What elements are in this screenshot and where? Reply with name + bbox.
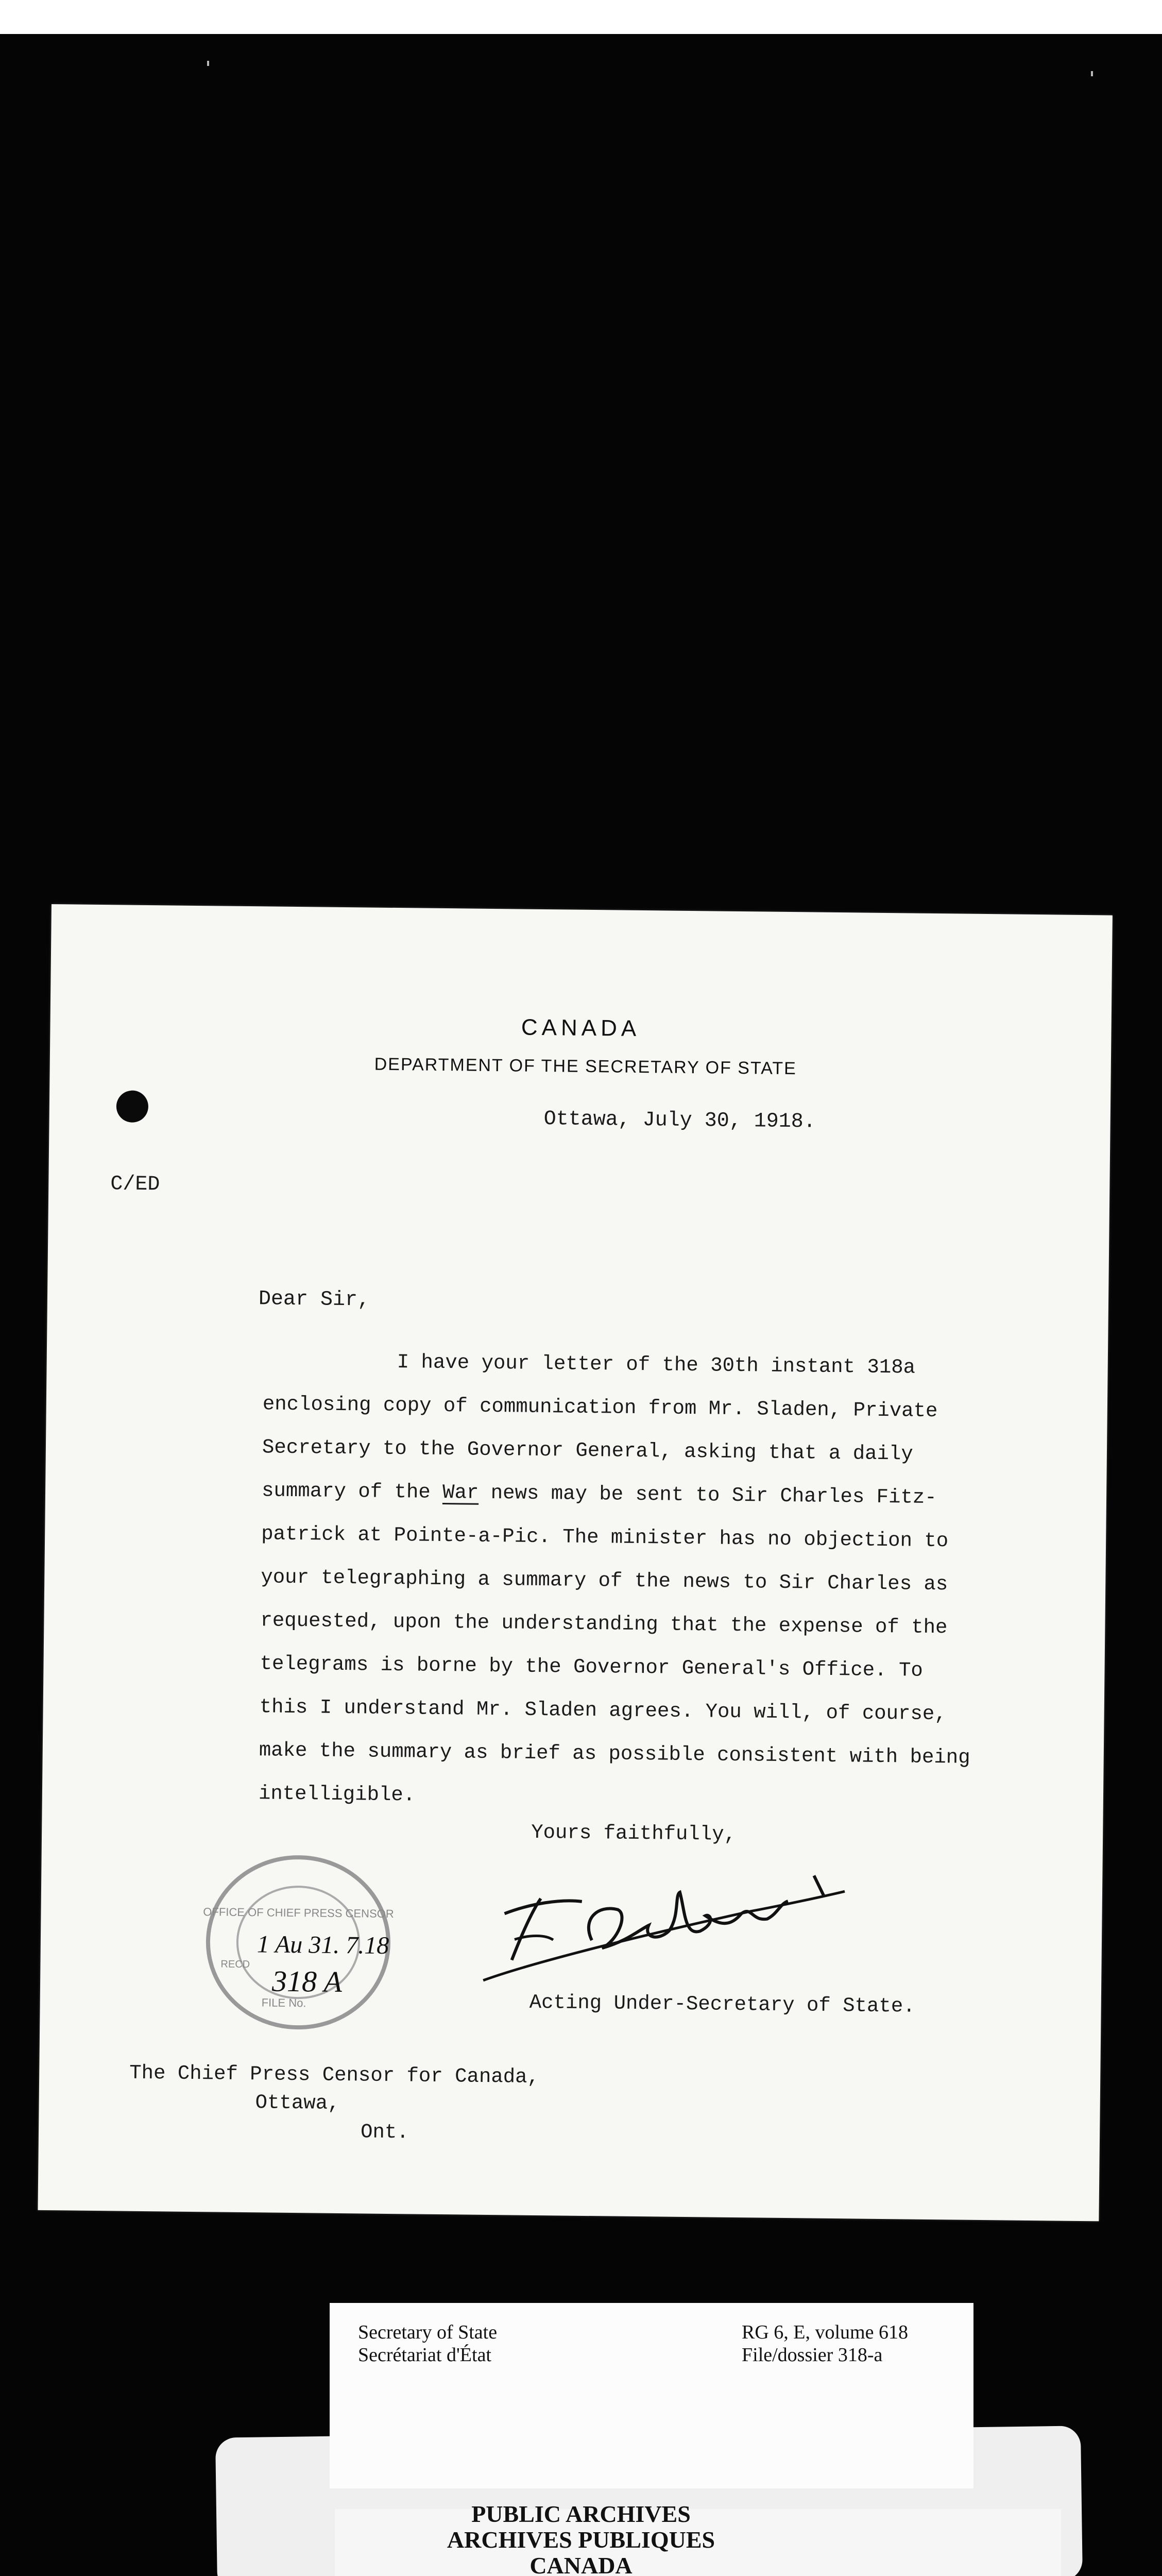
addressee-line: Ont.: [360, 2121, 409, 2144]
label-volume: RG 6, E, volume 618: [742, 2321, 908, 2343]
received-stamp: [199, 1849, 397, 2036]
archives-fr: ARCHIVES PUBLIQUES: [447, 2527, 715, 2553]
body-line: patrick at Pointe-a-Pic. The minister has no objection to: [261, 1522, 949, 1553]
signatory-title: Acting Under-Secretary of State.: [529, 1991, 915, 2018]
letter-body: [259, 1339, 1047, 1823]
stamp-handwritten-file: 318 A: [271, 1964, 343, 1999]
reference-initials: C/ED: [110, 1173, 160, 1197]
body-line-with-underline: summary of the War news may be sent to Sir Charles Fitz-: [261, 1479, 937, 1510]
label-fonds-fr: Secrétariat d'État: [358, 2344, 491, 2366]
label-reference: [742, 2321, 908, 2366]
body-line: requested, upon the understanding that the expense of the: [260, 1609, 948, 1639]
stamp-file-label: FILE No.: [261, 1996, 306, 2010]
stamp-handwritten-date: 1 Au 31. 7.18: [257, 1930, 389, 1959]
addressee-line: The Chief Press Censor for Canada,: [129, 2061, 540, 2089]
body-line: telegrams is borne by the Governor General's Office. To: [260, 1652, 923, 1682]
public-archives-stamp: [0, 2501, 1162, 2576]
addressee-line: Ottawa,: [255, 2091, 340, 2115]
label-fonds: [358, 2321, 497, 2366]
dust-speck: [207, 61, 209, 66]
body-line: your telegraphing a summary of the news to Sir Charles as: [261, 1566, 948, 1596]
closing: Yours faithfully,: [531, 1821, 737, 1846]
salutation: Dear Sir,: [258, 1287, 370, 1312]
body-line: intelligible.: [258, 1782, 416, 1807]
dust-speck: [1091, 71, 1093, 76]
handwritten-signature: [463, 1861, 856, 1994]
stamp-received-label: RECD: [220, 1958, 250, 1971]
body-line: Secretary to the Governor General, asking that a daily: [262, 1436, 913, 1466]
body-line: enclosing copy of communication from Mr. Sladen, Private: [262, 1393, 938, 1423]
letterhead-department: DEPARTMENT OF THE SECRETARY OF STATE: [374, 1054, 797, 1079]
label-file: File/dossier 318-a: [742, 2344, 883, 2366]
archive-label-card: [330, 2303, 973, 2488]
body-line: I have your letter of the 30th instant 318a: [397, 1351, 916, 1379]
stamp-office-text: OFFICE OF CHIEF PRESS CENSOR: [203, 1905, 394, 1921]
archives-country: CANADA: [529, 2552, 633, 2576]
body-line: make the summary as brief as possible consistent with being: [259, 1739, 970, 1769]
punch-hole: [116, 1090, 149, 1123]
letterhead-country: CANADA: [521, 1014, 641, 1041]
label-fonds-en: Secretary of State: [358, 2321, 498, 2343]
underlined-word: War: [442, 1481, 479, 1504]
letter-sheet: [38, 904, 1112, 2221]
archives-en: PUBLIC ARCHIVES: [471, 2501, 691, 2527]
body-line: this I understand Mr. Sladen agrees. You will, of course,: [259, 1696, 947, 1726]
letter-date: Ottawa, July 30, 1918.: [543, 1108, 816, 1134]
